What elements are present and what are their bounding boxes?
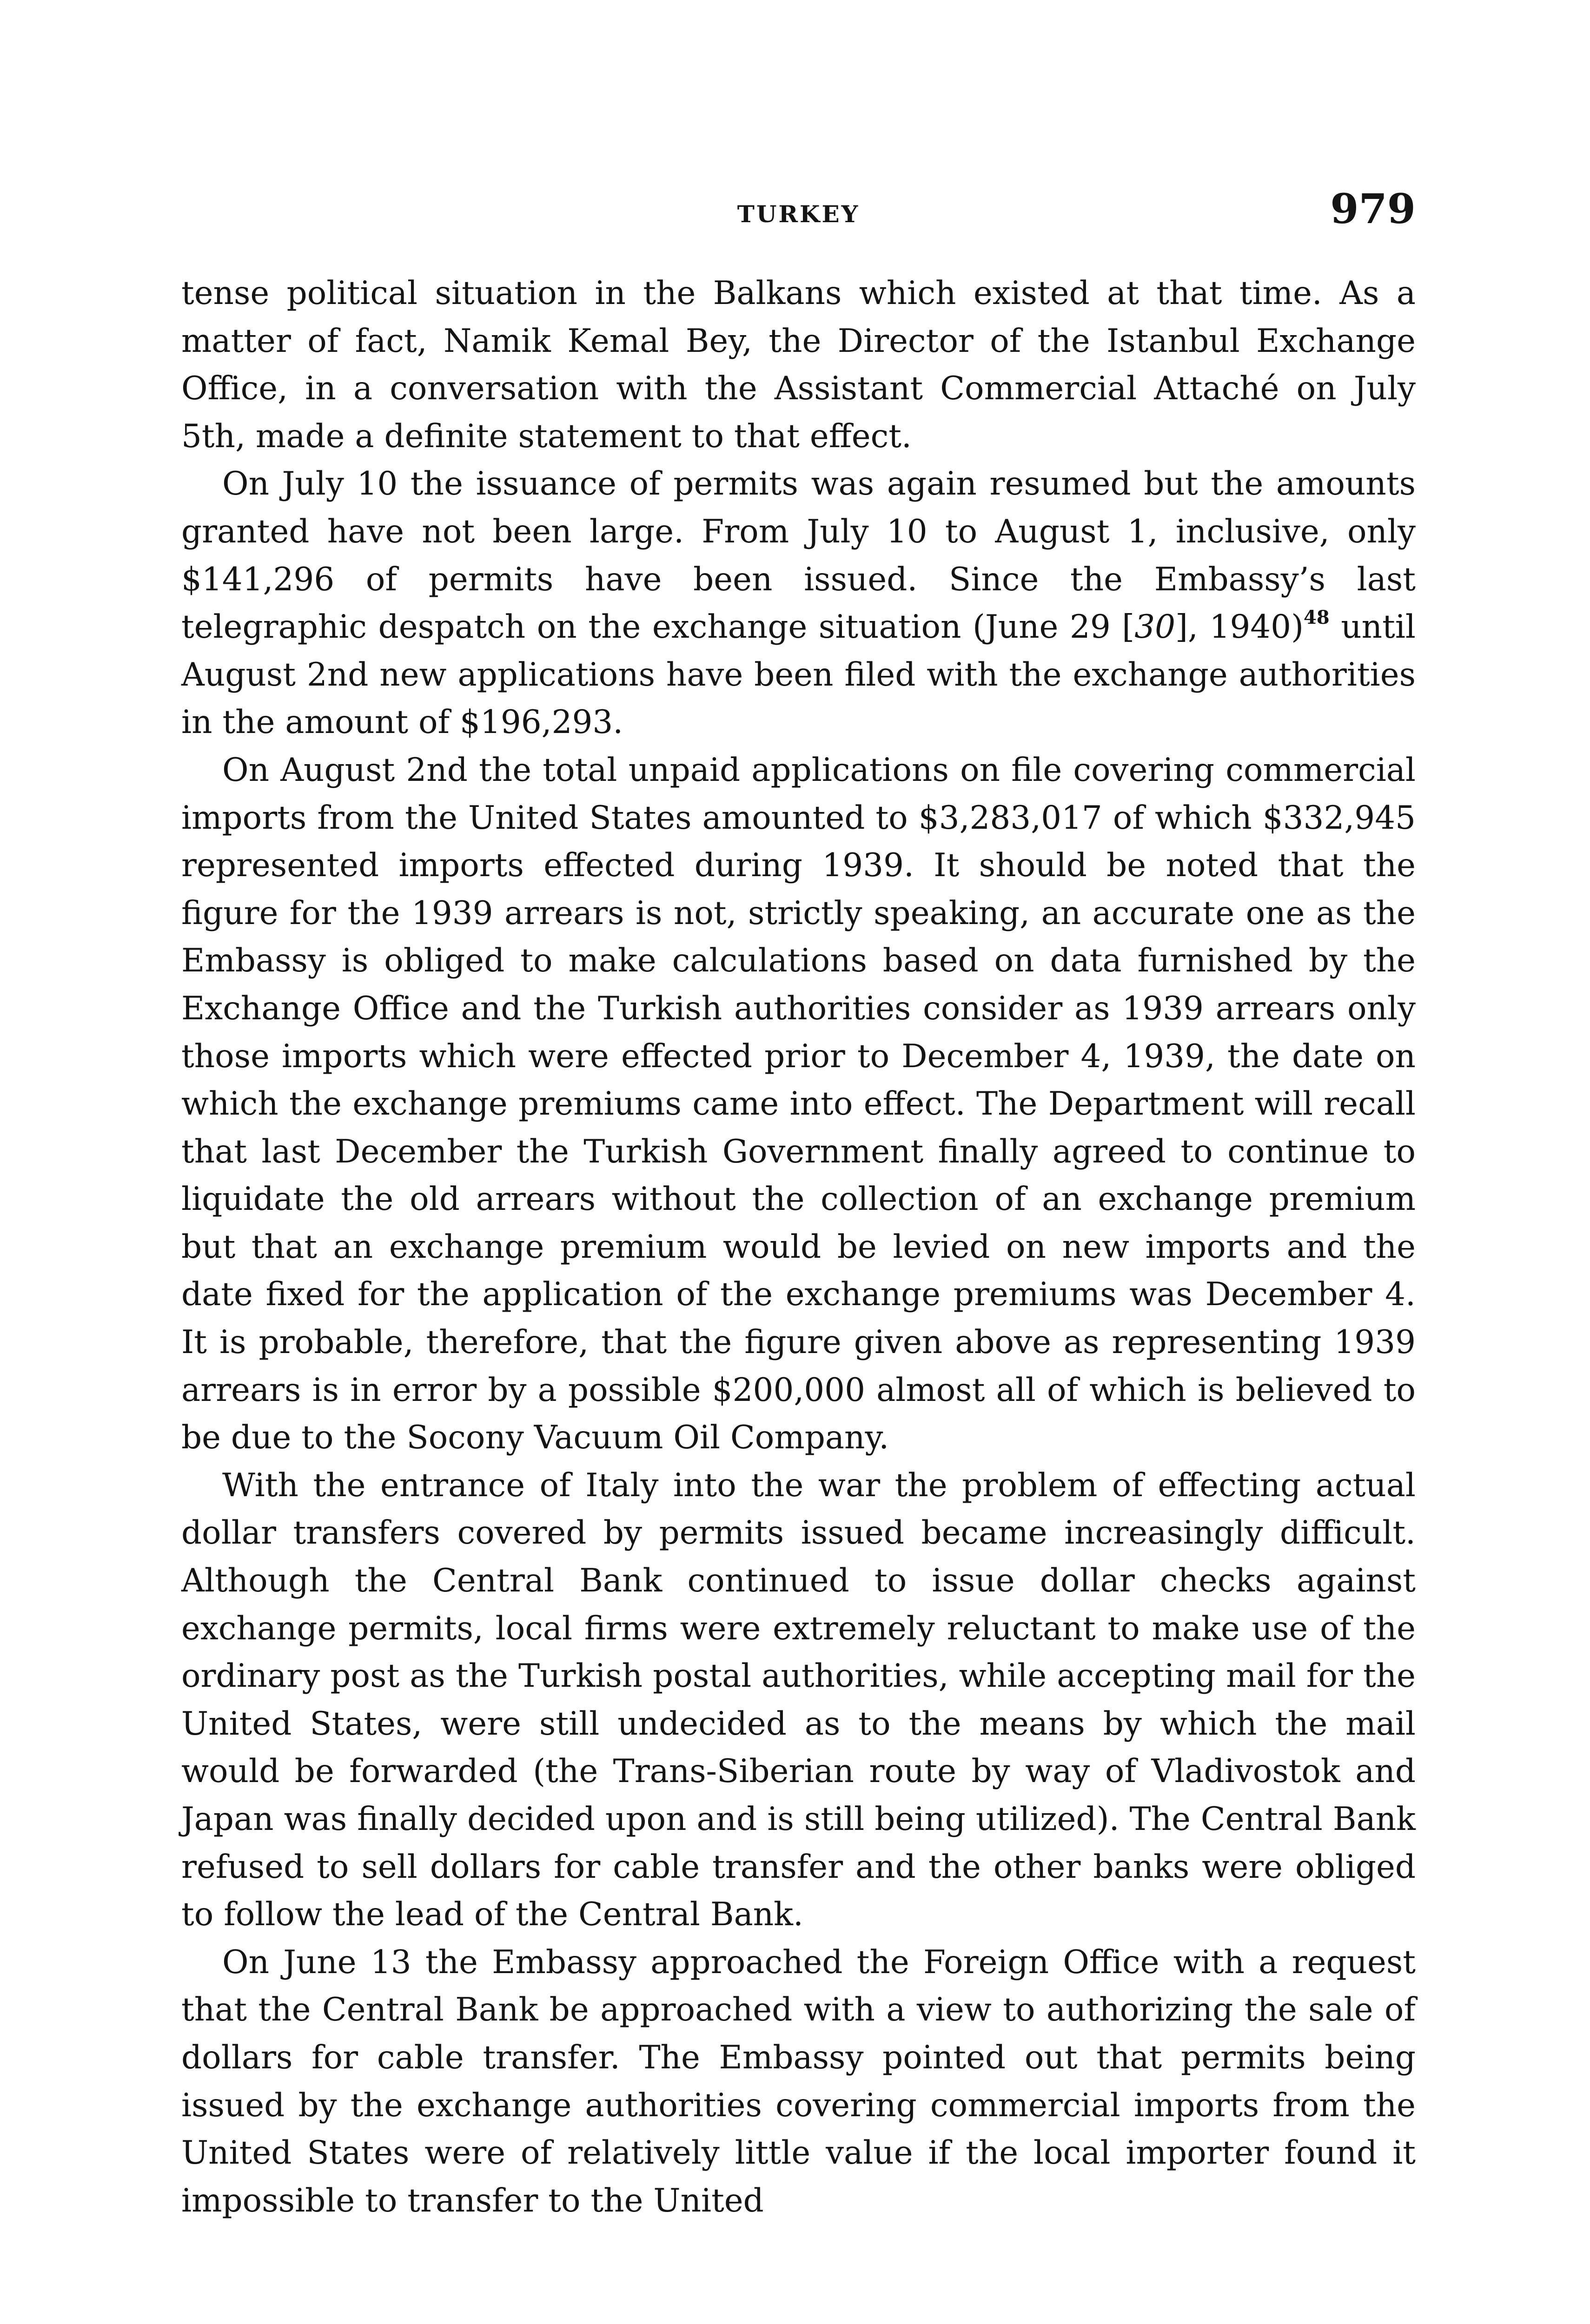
paragraph-2-part-b: ], 1940)	[1175, 608, 1304, 646]
paragraph-2-part-c: until August 2nd new applications have been filed with the exchange authorities in the amount of $196,293.	[181, 608, 1416, 741]
page-header	[181, 185, 1416, 244]
paragraph-4: With the entrance of Italy into the war the problem of effecting actual dollar transfers covered by permits issued became increasingly difficult. Although the Central Bank continued to issue dollar checks against exchange permits, local firms were extremely reluctant to make use of the ordinary post as the Turkish postal authorities, while accepting mail for the United States, were still undecided as to the means by which the mail would be forwarded (the Trans-Siberian route by way of Vladivostok and Japan was finally decided upon and is still being utilized). The Central Bank refused to sell dollars for cable transfer and the other banks were obliged to follow the lead of the Central Bank.	[181, 1466, 1416, 1934]
page-number: 979	[1330, 185, 1416, 233]
footnote-reference: 48	[1303, 607, 1330, 629]
paragraph-2-part-a: On July 10 the issuance of permits was again resumed but the amounts granted have not been large. From July 10 to August 1, inclusive, only $141,296 of permits have been issued. Since the Embassy’s last telegraphic despatch on the exchange situation (June 29 [	[181, 465, 1416, 646]
paragraph-2	[181, 460, 1416, 746]
body-text	[181, 270, 1416, 2225]
paragraph-3: On August 2nd the total unpaid applications on file covering commercial imports from the United States amounted to $3,283,017 of which $332,945 represented imports effected during 1939. It should be noted that the figure for the 1939 arrears is not, strictly speaking, an accurate one as the Embassy is obliged to make calculations based on data furnished by the Exchange Office and the Turkish authorities consider as 1939 arrears only those imports which were effected prior to December 4, 1939, the date on which the exchange premiums came into effect. The Department will recall that last December the Turkish Government finally agreed to continue to liquidate the old arrears without the collection of an exchange premium but that an exchange premium would be levied on new imports and the date fixed for the application of the exchange premiums was December 4. It is probable, therefore, that the figure given above as representing 1939 arrears is in error by a possible $200,000 almost all of which is believed to be due to the Socony Vacuum Oil Company.	[181, 751, 1416, 1457]
paragraph-1: tense political situation in the Balkans which existed at that time. As a matter of fact, Namik Kemal Bey, the Director of the Istanbul Exchange Office, in a conversation with the Assistant Commercial Attaché on July 5th, made a definite statement to that effect.	[181, 275, 1416, 455]
running-head: TURKEY	[737, 200, 860, 228]
paragraph-2-italic-date: 30	[1134, 608, 1176, 646]
paragraph-5: On June 13 the Embassy approached the Foreign Office with a request that the Central Bank be approached with a view to authorizing the sale of dollars for cable transfer. The Embassy pointed out that permits being issued by the exchange authorities covering commercial imports from the United States were of relatively little value if the local importer found it impossible to transfer to the United	[181, 1943, 1416, 2219]
